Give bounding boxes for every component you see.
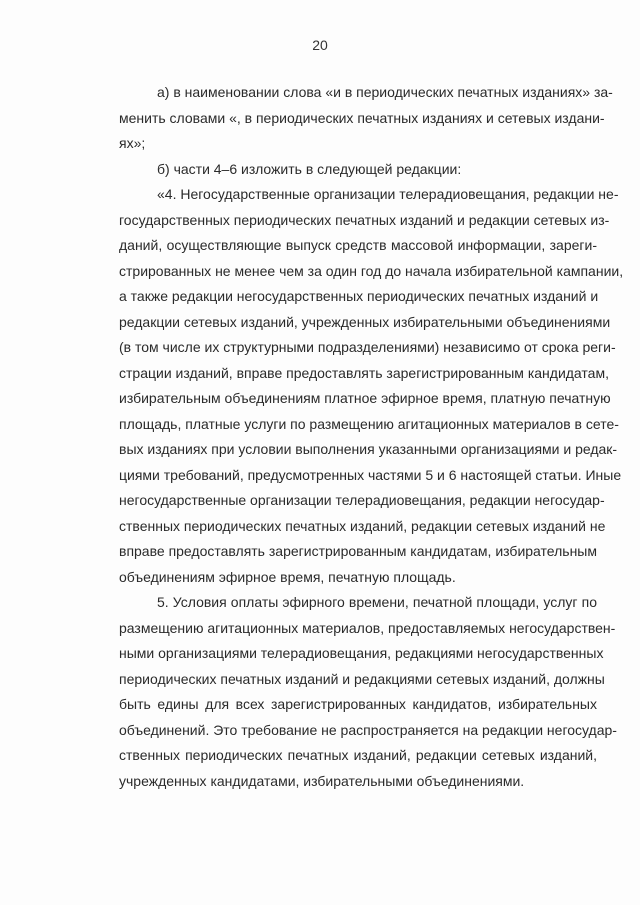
text-line: ях»;: [119, 135, 146, 151]
text-line: учрежденных кандидатами, избирательными объединениями.: [119, 772, 525, 789]
text-line: а также редакции негосударственных периодических печатных изданий и: [119, 288, 599, 304]
text-line: «4. Негосударственные организации телерадиовещания, редакции не-: [157, 186, 619, 202]
text-line: периодических печатных изданий и редакциями сетевых изданий, должны: [119, 670, 605, 687]
text-line: избирательным объединениям платное эфирное время, платную печатную: [119, 390, 611, 406]
text-line: б) части 4–6 изложить в следующей редакции:: [157, 160, 462, 177]
text-line: а) в наименовании слова «и в периодических печатных изданиях» за-: [157, 84, 613, 100]
text-line: вправе предоставлять зарегистрированным кандидатам, избирательным: [119, 543, 597, 559]
text-line: ственных периодических печатных изданий, редакции сетевых изданий,: [119, 747, 597, 763]
text-line: площадь, платные услуги по размещению агитационных материалов в сете-: [119, 415, 619, 432]
text-line: размещению агитационных материалов, предоставляемых негосударствен-: [119, 619, 616, 636]
text-line: объединениям эфирное время, печатную площадь.: [119, 568, 456, 585]
text-line: (в том числе их структурными подразделениями) независимо от срока реги-: [119, 339, 616, 355]
text-line: вых изданиях при условии выполнения указанными организациями и редак-: [119, 441, 618, 457]
text-line: редакции сетевых изданий, учрежденных избирательными объединениями: [119, 313, 611, 330]
text-line: менить словами «, в периодических печатных изданиях и сетевых издани-: [119, 109, 605, 126]
document-body: [119, 80, 624, 794]
text-line: даний, осуществляющие выпуск средств массовой информации, зареги-: [119, 237, 597, 253]
text-line: объединений. Это требование не распространяется на редакции негосудар-: [119, 721, 617, 738]
text-line: циями требований, предусмотренных частями 5 и 6 настоящей статьи. Иные: [119, 466, 622, 483]
text-line: ными организациями телерадиовещания, редакциями негосударственных: [119, 645, 604, 661]
text-line: стрированных не менее чем за один год до начала избирательной кампании,: [119, 262, 624, 279]
text-line: государственных периодических печатных изданий и редакции сетевых из-: [119, 211, 610, 228]
page-number: 20: [312, 37, 328, 53]
text-line: ственных периодических печатных изданий, редакции сетевых изданий не: [119, 517, 606, 534]
text-line: 5. Условия оплаты эфирного времени, печатной площади, услуг по: [157, 594, 597, 610]
text-line: негосударственные организации телерадиовещания, редакции негосудар-: [119, 492, 605, 508]
text-line: быть едины для всех зарегистрированных кандидатов, избирательных: [119, 696, 597, 712]
text-line: страции изданий, вправе предоставлять зарегистрированным кандидатам,: [119, 364, 609, 381]
